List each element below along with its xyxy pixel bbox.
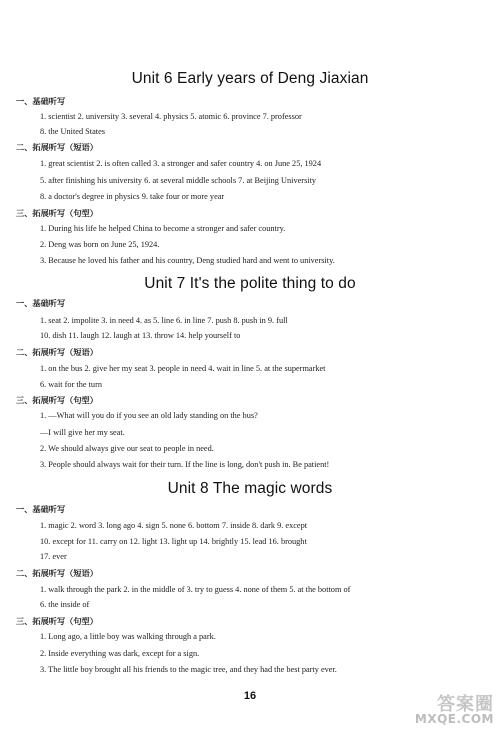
unit-8-s2-line-1: 1. walk through the park 2. in the middle of 3. try to guess 4. none of them 5. at the bottom of (40, 585, 351, 594)
unit-8-s3-line-2: 2. Inside everything was dark, except for a sign. (40, 649, 200, 658)
page-number: 16 (243, 690, 257, 702)
unit-8-s2-line-2: 6. the inside of (40, 600, 90, 609)
unit-8-s3-line-3: 3. The little boy brought all his friends to the magic tree, and they had the best party ever. (40, 665, 337, 674)
unit-8-section-3-heading: 三、拓展听写（句型） (16, 616, 98, 626)
unit-8-s1-line-2: 10. except for 11. carry on 12. light 13. light up 14. brightly 15. lead 16. brought (40, 537, 307, 546)
watermark-url: MXQE.COM (414, 712, 494, 726)
unit-6-s2-line-3: 8. a doctor's degree in physics 9. take four or more year (40, 192, 225, 201)
unit-6-section-1-heading: 一、基础听写 (16, 96, 66, 106)
unit-7-s2-line-1: 1. on the bus 2. give her my seat 3. people in need 4. wait in line 5. at the supermarket (40, 364, 326, 373)
unit-7-section-2-heading: 二、拓展听写（短语） (16, 347, 98, 357)
watermark (402, 690, 498, 730)
unit-7-title: Unit 7 It's the polite thing to do (144, 275, 356, 292)
unit-6-section-2-heading: 二、拓展听写（短语） (16, 142, 98, 152)
unit-6-s2-line-2: 5. after finishing his university 6. at several middle schools 7. at Beijing University (40, 176, 317, 185)
unit-7-s3-line-4: 3. People should always wait for their turn. If the line is long, don't push in. Be patient! (40, 460, 330, 469)
unit-7-section-1-heading: 一、基础听写 (16, 298, 66, 308)
unit-6-s1-line-2: 8. the United States (40, 127, 105, 136)
unit-6-title: Unit 6 Early years of Deng Jiaxian (131, 70, 369, 87)
unit-7-s3-line-3: 2. We should always give our seat to people in need. (40, 444, 214, 453)
unit-8-section-1-heading: 一、基础听写 (16, 504, 66, 514)
unit-6-s1-line-1: 1. scientist 2. university 3. several 4. physics 5. atomic 6. province 7. professor (40, 112, 302, 121)
unit-8-title: Unit 8 The magic words (167, 480, 333, 497)
unit-7-s3-line-1: 1. —What will you do if you see an old lady standing on the bus? (40, 411, 258, 420)
unit-6-s3-line-3: 3. Because he loved his father and his country, Deng studied hard and went to university. (40, 256, 335, 265)
unit-8-s1-line-3: 17. ever (40, 552, 67, 561)
unit-6-s3-line-2: 2. Deng was born on June 25, 1924. (40, 240, 160, 249)
unit-8-s1-line-1: 1. magic 2. word 3. long ago 4. sign 5. none 6. bottom 7. inside 8. dark 9. except (40, 521, 308, 530)
unit-7-s1-line-2: 10. dish 11. laugh 12. laugh at 13. throw 14. help yourself to (40, 331, 241, 340)
unit-7-s2-line-2: 6. wait for the turn (40, 380, 102, 389)
watermark-logo: 答案圈 (437, 694, 494, 715)
unit-6-section-3-heading: 三、拓展听写（句型） (16, 208, 98, 218)
unit-7-s1-line-1: 1. seat 2. impolite 3. in need 4. as 5. line 6. in line 7. push 8. push in 9. full (40, 316, 288, 325)
unit-6-s3-line-1: 1. During his life he helped China to become a stronger and safer country. (40, 224, 286, 233)
unit-8-section-2-heading: 二、拓展听写（短语） (16, 568, 98, 578)
unit-8-s3-line-1: 1. Long ago, a little boy was walking through a park. (40, 632, 216, 641)
unit-7-section-3-heading: 三、拓展听写（句型） (16, 395, 98, 405)
unit-6-s2-line-1: 1. great scientist 2. is often called 3. a stronger and safer country 4. on June 25, 1924 (40, 159, 322, 168)
unit-7-s3-line-2: —I will give her my seat. (40, 428, 125, 437)
